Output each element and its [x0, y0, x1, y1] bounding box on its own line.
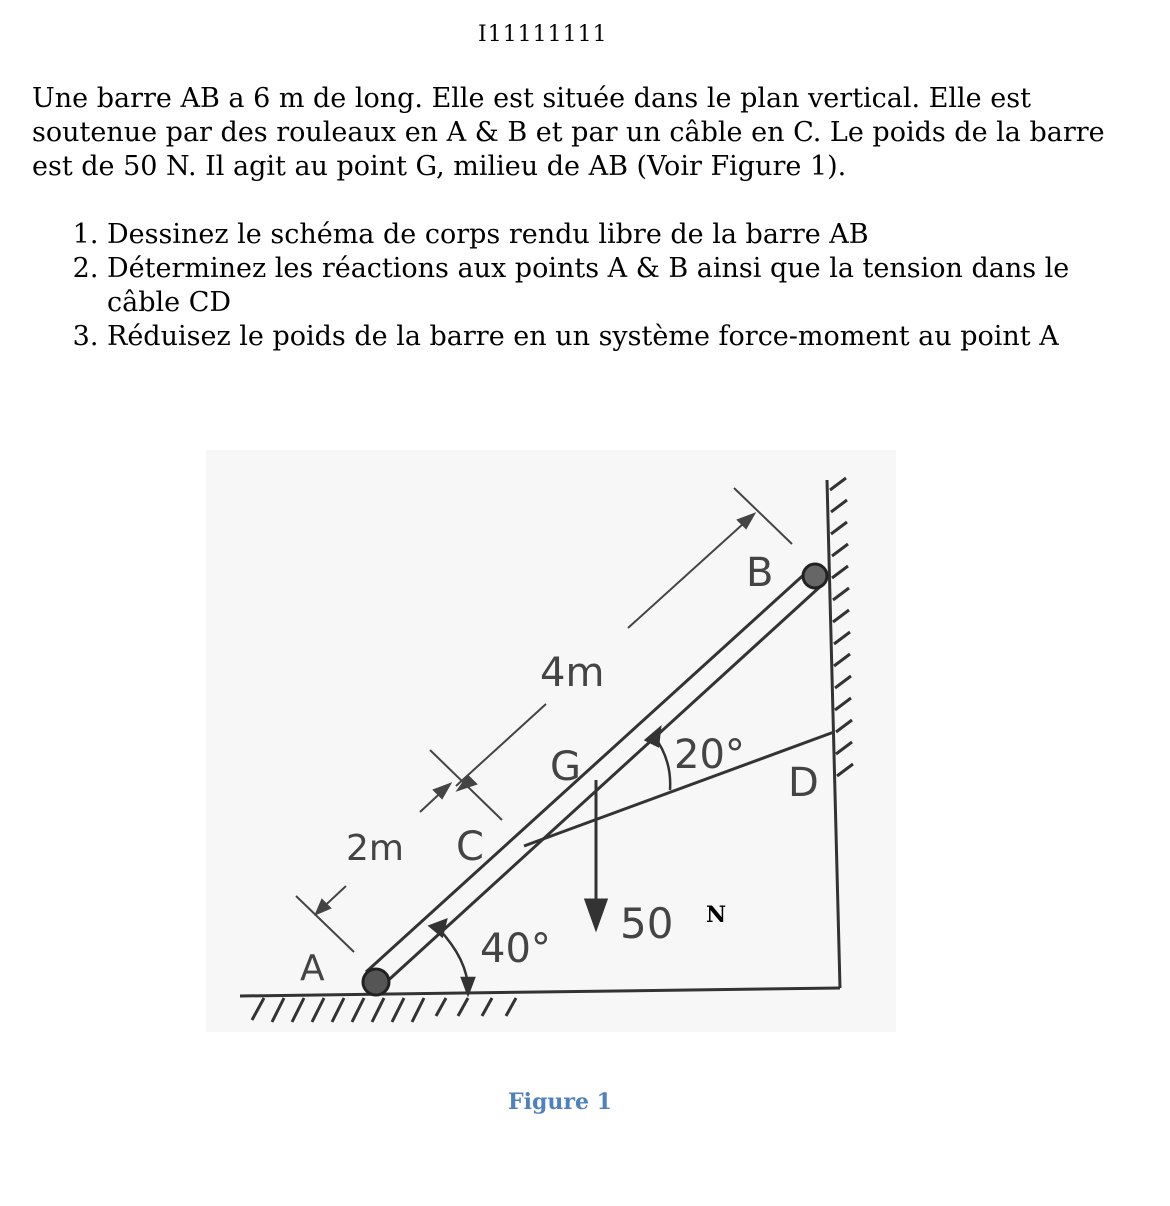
header-code: I11111111: [478, 22, 608, 47]
question-list: [0, 218, 1107, 354]
label-weight-value: 50: [620, 899, 674, 948]
angle-40-arc: [430, 920, 474, 994]
figure-caption: Figure 1: [508, 1089, 612, 1115]
label-point-g: G: [550, 744, 581, 790]
label-angle-cable: 20°: [674, 732, 745, 778]
question-item: 2. Déterminez les réactions aux points A & B ainsi que la tension dans le câble CD: [107, 252, 1107, 320]
label-point-c: C: [456, 824, 484, 870]
ground-support: [240, 988, 840, 1022]
weight-arrow: [586, 780, 606, 928]
label-point-a: A: [300, 948, 325, 989]
label-angle-bar: 40°: [480, 926, 551, 972]
question-item: 3. Réduisez le poids de la barre en un système force-moment au point A: [107, 320, 1107, 354]
label-weight-unit: N: [706, 902, 727, 928]
label-point-b: B: [746, 550, 774, 596]
figure-1-diagram: [206, 450, 896, 1032]
problem-statement: Une barre AB a 6 m de long. Elle est située dans le plan vertical. Elle est soutenue par des rouleaux en A & B et par un câble en C. Le poids de la barre est de 50 N. Il agit au point G, milieu de AB (Voir Figure 1).: [32, 83, 1105, 182]
label-dim-ac: 2m: [346, 828, 404, 869]
question-item: 1. Dessinez le schéma de corps rendu libre de la barre AB: [107, 218, 1107, 252]
angle-20-arc: [646, 728, 670, 790]
roller-a: [363, 969, 389, 995]
label-dim-cb: 4m: [540, 650, 605, 696]
label-point-d: D: [788, 760, 819, 806]
roller-b: [803, 564, 827, 588]
